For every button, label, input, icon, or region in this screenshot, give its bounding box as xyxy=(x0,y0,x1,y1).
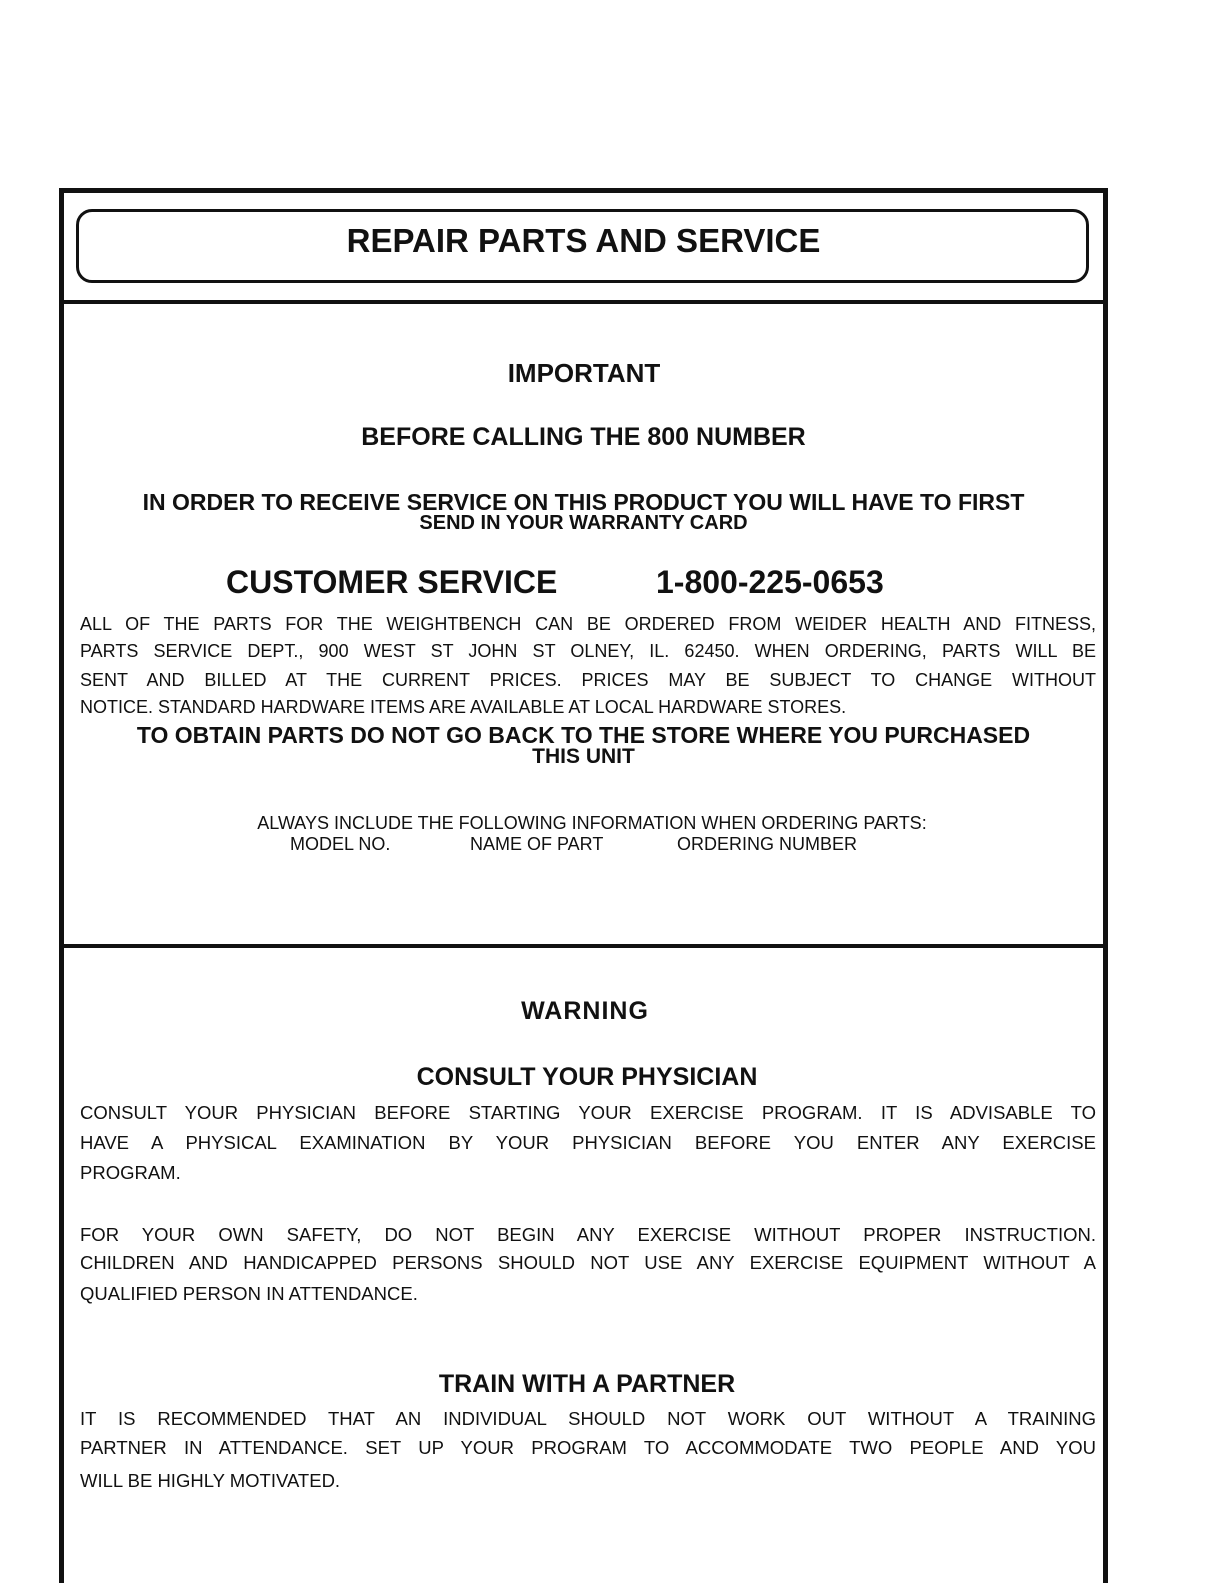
physician-line: CONSULT YOUR PHYSICIAN BEFORE STARTING YOUR EXERCISE PROGRAM. IT IS ADVISABLE TO xyxy=(80,1102,1096,1123)
parts-line: PARTS SERVICE DEPT., 900 WEST ST JOHN ST OLNEY, IL. 62450. WHEN ORDERING, PARTS WILL BE xyxy=(80,641,1096,661)
partner-heading: TRAIN WITH A PARTNER xyxy=(438,1370,736,1398)
field-name-of-part: NAME OF PART xyxy=(470,834,604,854)
section-divider xyxy=(59,944,1108,948)
parts-line: NOTICE. STANDARD HARDWARE ITEMS ARE AVAILABLE AT LOCAL HARDWARE STORES. xyxy=(80,697,847,717)
customer-service-phone: 1-800-225-0653 xyxy=(656,564,884,600)
physician-line: PROGRAM. xyxy=(80,1162,181,1183)
customer-service-label: CUSTOMER SERVICE xyxy=(226,564,558,600)
warranty-notice-line-1: IN ORDER TO RECEIVE SERVICE ON THIS PRODUCT YOU WILL HAVE TO FIRST xyxy=(142,489,1025,515)
field-model-no: MODEL NO. xyxy=(290,834,391,854)
safety-line: CHILDREN AND HANDICAPPED PERSONS SHOULD NOT USE ANY EXERCISE EQUIPMENT WITHOUT A xyxy=(80,1252,1096,1273)
warranty-notice-line-2: SEND IN YOUR WARRANTY CARD xyxy=(419,512,748,534)
safety-line: FOR YOUR OWN SAFETY, DO NOT BEGIN ANY EXERCISE WITHOUT PROPER INSTRUCTION. xyxy=(80,1224,1096,1245)
obtain-parts-line-2: THIS UNIT xyxy=(532,745,635,768)
field-ordering-number: ORDERING NUMBER xyxy=(677,834,858,854)
title-divider xyxy=(59,300,1108,304)
page-title: REPAIR PARTS AND SERVICE xyxy=(346,222,821,259)
partner-line: PARTNER IN ATTENDANCE. SET UP YOUR PROGRAM TO ACCOMMODATE TWO PEOPLE AND YOU xyxy=(80,1437,1096,1458)
safety-line: QUALIFIED PERSON IN ATTENDANCE. xyxy=(80,1283,418,1304)
partner-line: IT IS RECOMMENDED THAT AN INDIVIDUAL SHOULD NOT WORK OUT WITHOUT A TRAINING xyxy=(80,1408,1096,1429)
include-info-line: ALWAYS INCLUDE THE FOLLOWING INFORMATION WHEN ORDERING PARTS: xyxy=(257,813,927,833)
warning-heading: WARNING xyxy=(521,997,649,1025)
partner-line: WILL BE HIGHLY MOTIVATED. xyxy=(80,1470,341,1491)
obtain-parts-line-1: TO OBTAIN PARTS DO NOT GO BACK TO THE STORE WHERE YOU PURCHASED xyxy=(136,722,1031,748)
physician-line: HAVE A PHYSICAL EXAMINATION BY YOUR PHYSICIAN BEFORE YOU ENTER ANY EXERCISE xyxy=(80,1132,1096,1153)
before-calling-heading: BEFORE CALLING THE 800 NUMBER xyxy=(361,423,806,451)
physician-heading: CONSULT YOUR PHYSICIAN xyxy=(416,1063,758,1091)
parts-line: SENT AND BILLED AT THE CURRENT PRICES. PRICES MAY BE SUBJECT TO CHANGE WITHOUT xyxy=(80,670,1096,690)
important-heading: IMPORTANT xyxy=(507,358,661,388)
parts-line: ALL OF THE PARTS FOR THE WEIGHTBENCH CAN BE ORDERED FROM WEIDER HEALTH AND FITNESS, xyxy=(80,614,1096,634)
